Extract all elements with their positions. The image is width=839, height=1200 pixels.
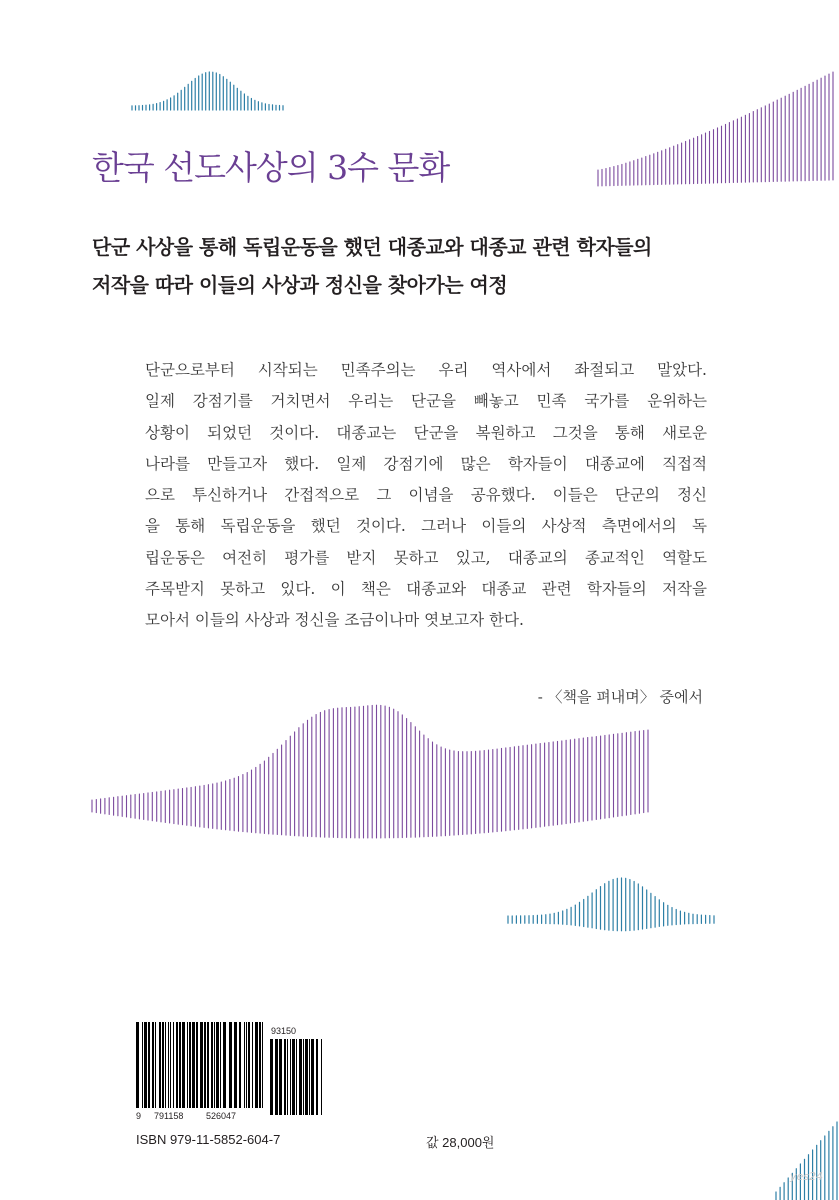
barcode-digit-prefix: 9 (136, 1111, 142, 1121)
barcode-bar (234, 1022, 237, 1108)
excerpt-line: 단군으로부터 시작되는 민족주의는 우리 역사에서 좌절되고 말았다. (145, 361, 707, 379)
barcode-bar (207, 1022, 209, 1108)
barcode-bar (287, 1039, 288, 1115)
barcode-bar (155, 1022, 156, 1108)
barcode-bar (187, 1022, 188, 1108)
excerpt-line: 일제 강점기를 거치면서 우리는 단군을 빼놓고 민족 국가를 운위하는 (145, 392, 707, 411)
barcode-bar (305, 1039, 308, 1115)
barcode-bar (136, 1022, 139, 1108)
barcode-bar (239, 1022, 241, 1108)
barcode-bar (176, 1022, 178, 1108)
book-title: 한국 선도사상의 3수 문화 (92, 148, 450, 187)
barcode-bar (316, 1039, 318, 1115)
barcode-bar (255, 1022, 258, 1108)
excerpt-line: 나라를 만들고자 했다. 일제 강점기에 많은 학자들이 대종교에 직접적 (145, 454, 707, 473)
barcode-bar (182, 1022, 185, 1108)
barcode-digit-group: 791158 (154, 1111, 184, 1121)
subtitle-line: 단군 사상을 통해 독립운동을 했던 대종교와 대종교 관련 학자들의 (92, 235, 652, 259)
barcode-bar (170, 1022, 171, 1108)
excerpt-line: 상황이 되었던 것이다. 대종교는 단군을 복원하고 그것을 통해 새로운 (145, 423, 707, 442)
barcode-bar (179, 1022, 181, 1108)
barcode-bar (148, 1022, 150, 1108)
barcode-bar (223, 1022, 226, 1108)
blue-wave-lower-right (508, 878, 714, 931)
barcode-bar (259, 1022, 261, 1108)
barcode-bar (299, 1039, 302, 1115)
excerpt-source: - 〈책을 펴내며〉 중에서 (537, 688, 703, 706)
barcode-bar (144, 1022, 147, 1108)
excerpt-line: 주목받지 못하고 있다. 이 책은 대종교와 대종교 관련 학자들의 저작을 (145, 580, 707, 599)
excerpt-line: 모아서 이들의 사상과 정신을 조금이나마 엿보고자 한다. (145, 611, 524, 630)
barcode-bar (220, 1022, 221, 1108)
barcode-bar (290, 1039, 291, 1115)
barcode-bar (252, 1022, 253, 1108)
barcode-bar (196, 1022, 198, 1108)
barcode-bar (262, 1022, 263, 1108)
isbn-barcode (136, 1022, 264, 1115)
barcode-bar (303, 1039, 304, 1115)
barcode-bar (284, 1039, 286, 1115)
barcode-bar (279, 1039, 282, 1115)
purple-wave-top-right (598, 72, 833, 186)
barcode-bar (296, 1039, 297, 1115)
barcode-bar (173, 1022, 174, 1108)
barcode-bar (270, 1039, 273, 1115)
barcode-bar (165, 1022, 166, 1108)
excerpt-line: 을 통해 독립운동을 했던 것이다. 그러나 이들의 사상적 측면에서의 독 (145, 517, 707, 536)
barcode-bar (142, 1022, 143, 1108)
barcode-bar (200, 1022, 203, 1108)
barcode-bar (311, 1039, 314, 1115)
barcode-bar (321, 1039, 322, 1115)
subtitle-line: 저작을 따라 이들의 사상과 정신을 찾아가는 여정 (92, 273, 508, 297)
blue-wave-bottom-right (776, 1122, 837, 1200)
blue-wave-top-left (132, 72, 283, 110)
book-subtitle (92, 228, 652, 304)
purple-wave-middle (92, 705, 648, 838)
barcode-bar (189, 1022, 191, 1108)
barcode-bar (168, 1022, 169, 1108)
barcode-bar (244, 1022, 245, 1108)
excerpt-line: 으로 투신하거나 간접적으로 그 이념을 공유했다. 이들은 단군의 정신 (145, 486, 707, 505)
isbn-label: ISBN 979-11-5852-604-7 (136, 1132, 281, 1147)
barcode-bar (214, 1022, 215, 1108)
price-label: 값 28,000원 (426, 1135, 495, 1150)
excerpt-line: 립운동은 여전히 평가를 받지 못하고 있고, 대종교의 종교적인 역할도 (145, 548, 707, 567)
addon-code: 93150 (271, 1026, 297, 1036)
barcode-bar (162, 1022, 164, 1108)
barcode-bar (229, 1022, 232, 1108)
barcode-bar (292, 1039, 295, 1115)
watermark: yes24 (790, 1170, 824, 1183)
barcode-bar (159, 1022, 161, 1108)
barcode-bar (309, 1039, 310, 1115)
barcode-bar (248, 1022, 250, 1108)
barcode-digit-group: 526047 (206, 1111, 237, 1121)
barcode-bar (204, 1022, 206, 1108)
barcode-bar (211, 1022, 213, 1108)
barcode-bar (246, 1022, 247, 1108)
excerpt-text (145, 355, 707, 637)
barcode-bar (275, 1039, 278, 1115)
barcode-bar (216, 1022, 219, 1108)
barcode-bar (192, 1022, 195, 1108)
addon-barcode (270, 1039, 323, 1115)
barcode-bar (152, 1022, 154, 1108)
